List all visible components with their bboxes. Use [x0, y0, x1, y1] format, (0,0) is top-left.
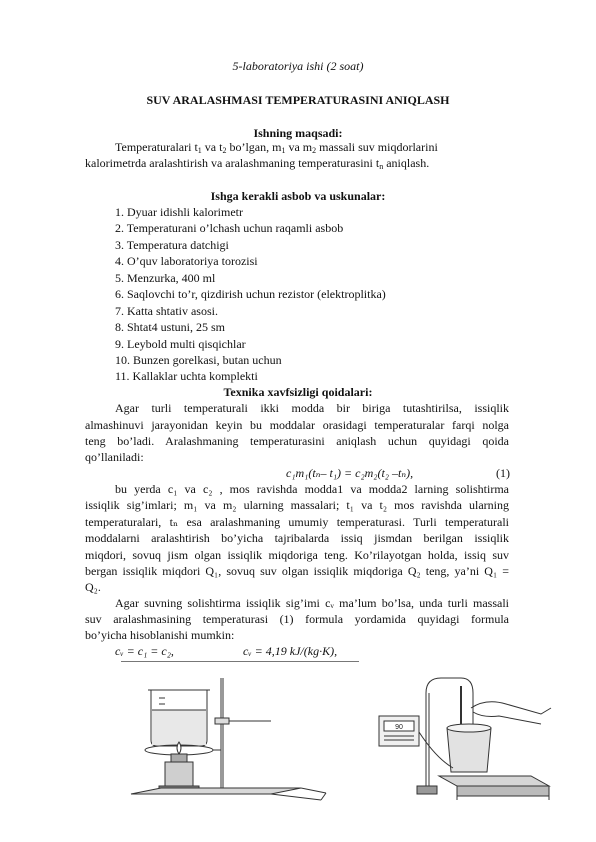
paragraph-line: bo’yicha hisoblanishi mumkin:	[85, 628, 235, 642]
lab-title: 5-laboratoriya ishi (2 soat)	[232, 59, 364, 73]
goal-line-1: Temperaturalari $t_1$ va $t_2$ bo’lgan, $m_1$ va $m_2$ massali suv miqdorlarini	[115, 140, 438, 155]
equipment-item: 9. Leybold multi qisqichlar	[115, 337, 246, 351]
goal-heading: Ishning maqsadi:	[253, 126, 343, 140]
equipment-item: 2. Temperaturani o’lchash uchun raqamli asbob	[115, 221, 344, 235]
paragraph-line: issiqlik sig’imlari; m₁ va m₂ ularning massalari; t₁ va t₂ mos ravishda ularning	[85, 498, 509, 512]
equipment-item: 1. Dyuar idishli kalorimetr	[115, 205, 243, 219]
divider	[121, 661, 359, 662]
paragraph-line: teng bo’ladi. Aralashmaning temperaturasini aniqlash uchun quyidagi qoida	[85, 434, 509, 448]
paragraph-line: Agar turli temperaturali ikki modda bir biriga tutashtirilsa, issiqlik	[115, 401, 509, 415]
equipment-item: 5. Menzurka, 400 ml	[115, 271, 216, 285]
paragraph-line: temperaturalari, tₙ esa aralashmaning umumiy temperaturasi. Turli temperaturali	[85, 515, 509, 529]
equipment-item: 7. Katta shtativ asosi.	[115, 304, 218, 318]
paragraph-line: qo’llaniladi:	[85, 450, 144, 464]
document-title: SUV ARALASHMASI TEMPERATURASINI ANIQLASH	[146, 93, 450, 107]
safety-heading: Texnika xavfsizligi qoidalari:	[223, 385, 373, 399]
paragraph-line: suv aralashmasining temperaturasi (1) formula yordamida quyidagi formula	[85, 612, 509, 626]
equipment-item: 6. Saqlovchi to’r, qizdirish uchun rezistor (elektroplitka)	[115, 287, 386, 301]
paragraph-line: miqdori, sovuq jism olgan issiqlik miqdoriga teng. Ko’rilayotgan holda, issiq suv	[85, 548, 509, 562]
equipment-item: 8. Shtat4 ustuni, 25 sm	[115, 320, 226, 334]
paragraph-line: almashinuvi jarayonidan keyin bu moddalar orasidagi temperaturalar farqi nolga	[85, 418, 509, 432]
paragraph-line: Q₂.	[85, 580, 101, 594]
equipment-item: 10. Bunzen gorelkasi, butan uchun	[115, 353, 282, 367]
final-formula-1: cᵥ = c₁ = c₂,	[115, 644, 174, 658]
paragraph-line: moddalarni aralashtirish bo’yicha tajribalarda issiq jismdan berilgan issiqlik	[85, 531, 509, 545]
equipment-heading: Ishga kerakli asbob va uskunalar:	[210, 189, 386, 203]
calorimeter-illustration	[379, 678, 551, 800]
meter-display: 90	[395, 724, 403, 731]
apparatus-illustration	[121, 668, 561, 818]
paragraph-line: Agar suvning solishtirma issiqlik sig’imi cᵥ ma’lum bo’lsa, unda turli massali	[115, 596, 509, 610]
formula-number: (1)	[496, 466, 510, 480]
paragraph-line: bu yerda c₁ va c₂ , mos ravishda modda1 va modda2 larning solishtirma	[115, 482, 509, 496]
final-formula-2: cᵥ = 4,19 kJ/(kg·K),	[243, 644, 338, 658]
equipment-item: 4. O’quv laboratoriya torozisi	[115, 254, 258, 268]
burner-stand-illustration	[131, 678, 326, 800]
formula: c₁m₁(tₙ– t₁) = c₂m₂(t₂ –tₙ),	[286, 466, 414, 480]
equipment-item: 11. Kallaklar uchta komplekti	[115, 369, 258, 383]
equipment-item: 3. Temperatura datchigi	[115, 238, 229, 252]
paragraph-line: bergan issiqlik miqdori Q₁, sovuq suv olgan issiqlik miqdoriga Q₂ teng, ya’ni Q₁ =	[85, 564, 509, 578]
goal-line-2: kalorimetrda aralashtirish va aralashmaning temperaturasini $t_n$ aniqlash.	[85, 156, 430, 171]
